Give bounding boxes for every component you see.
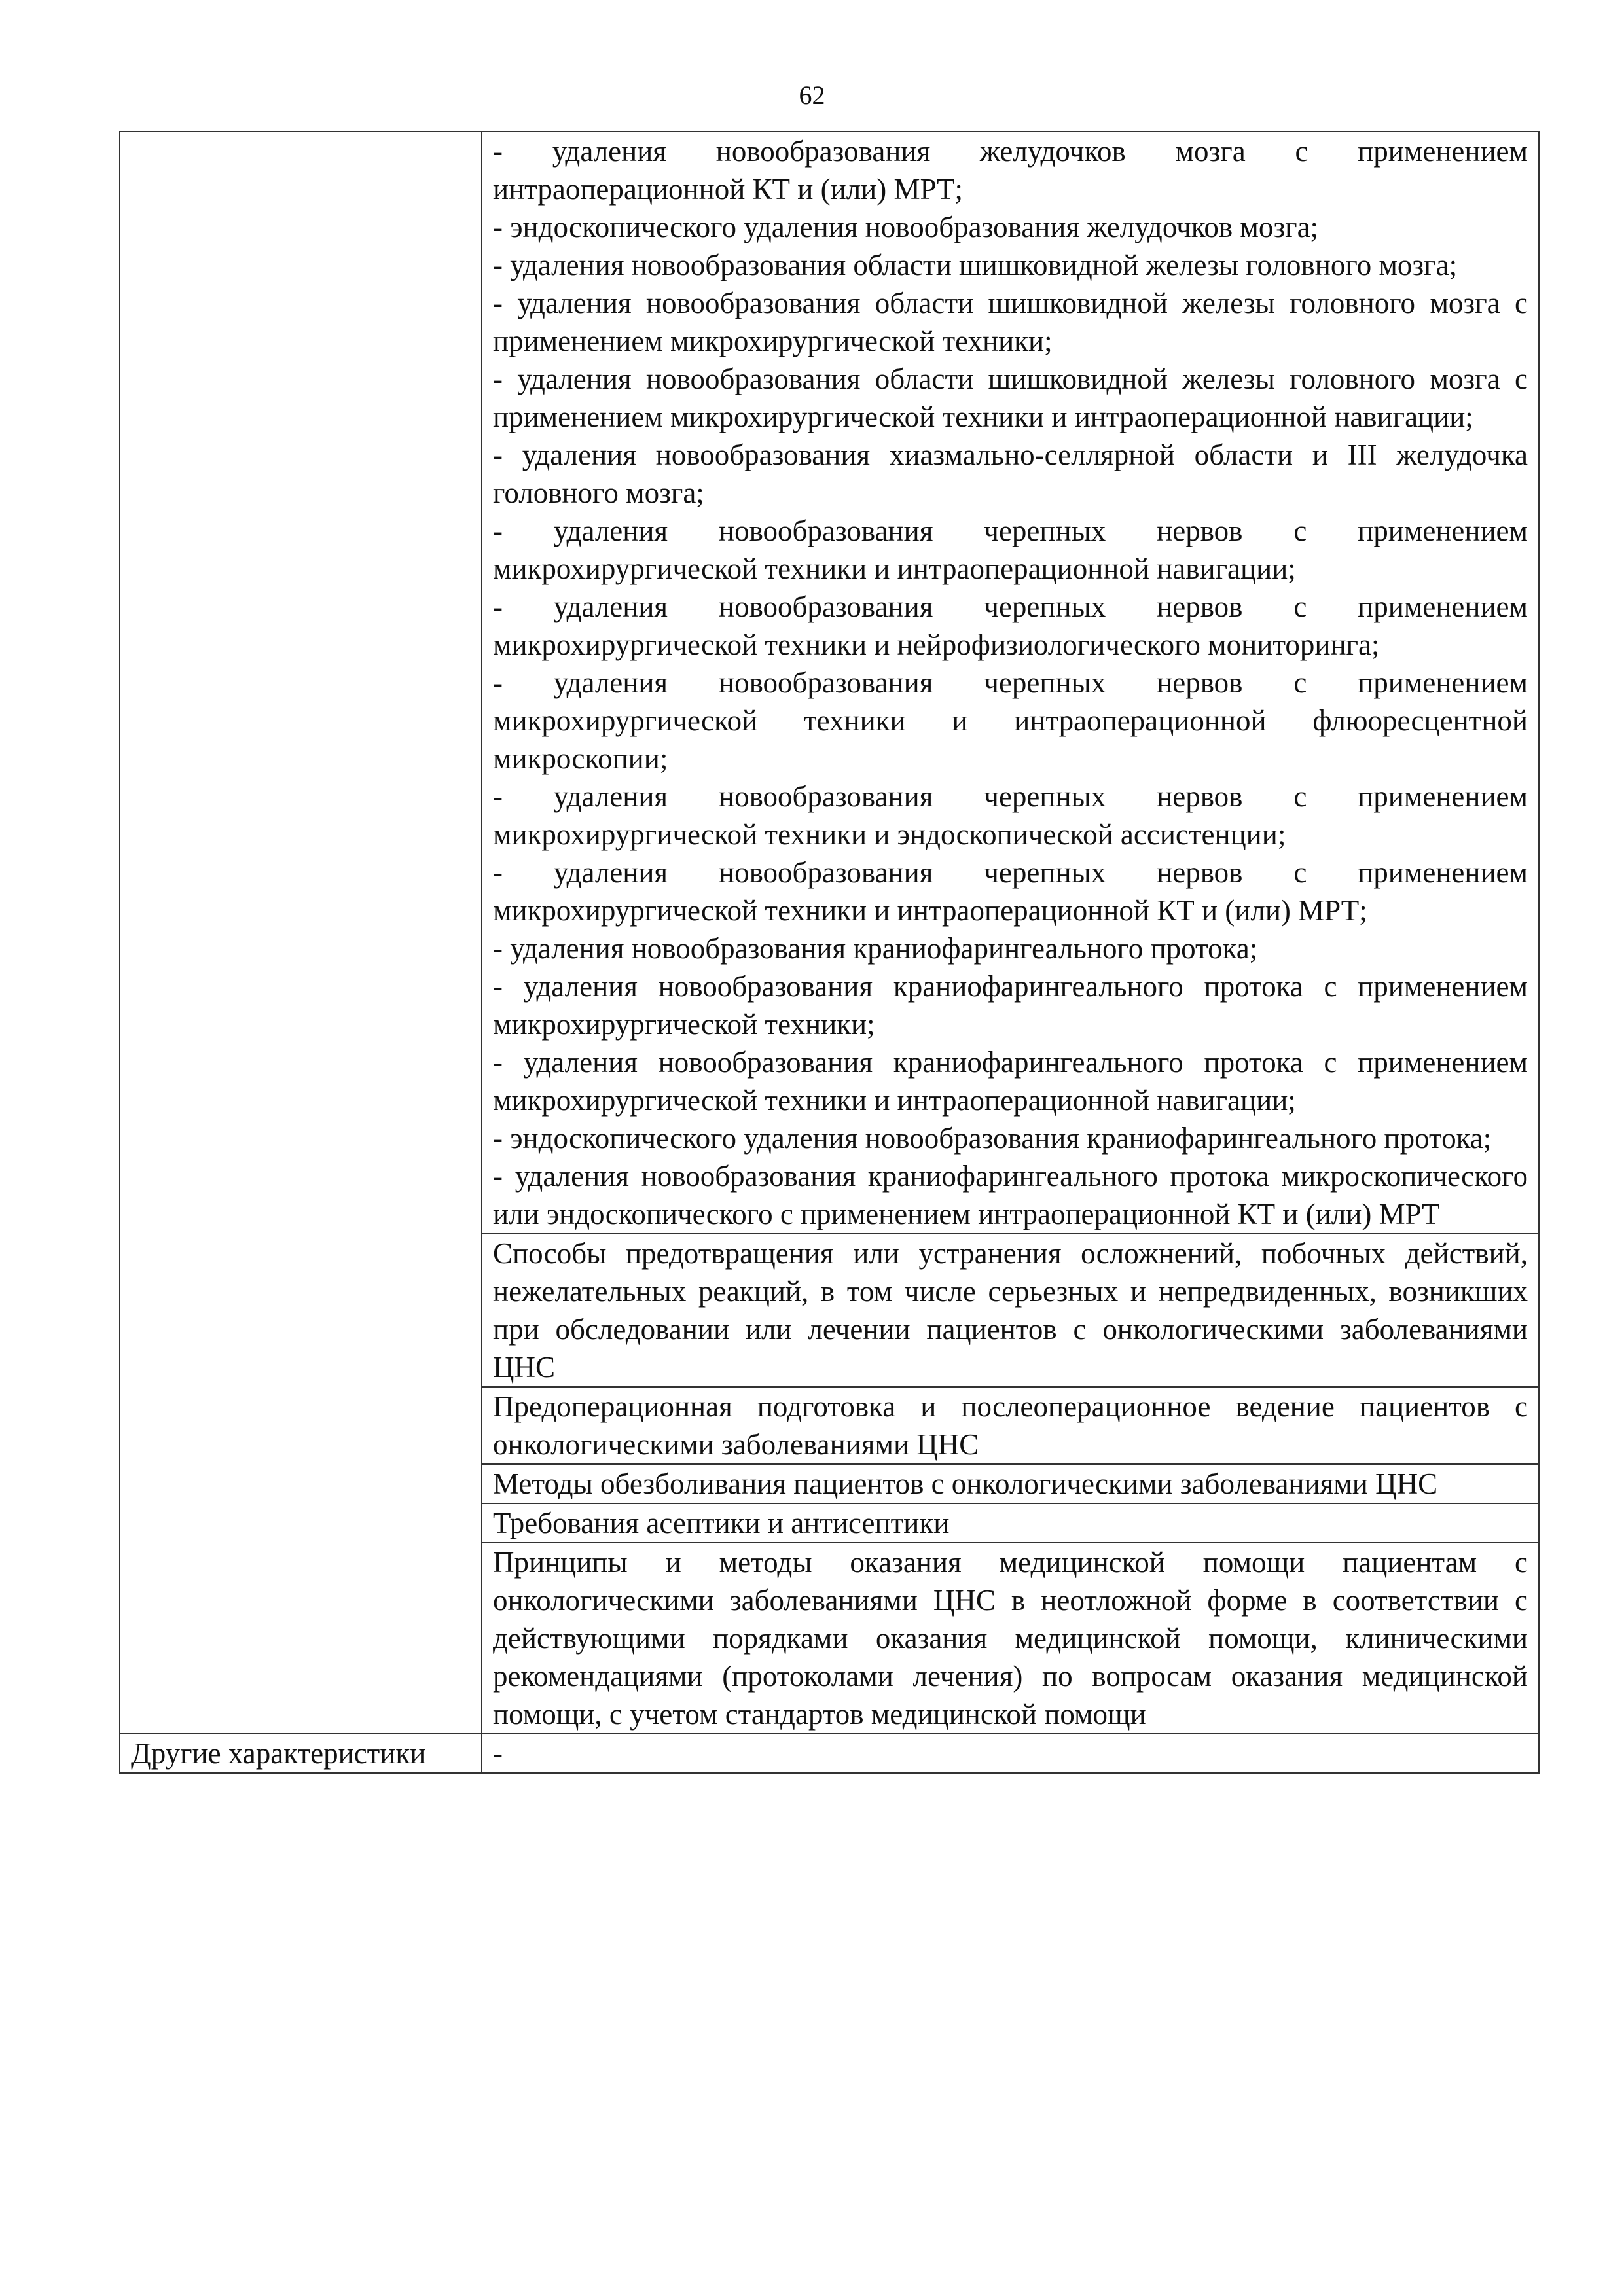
perioperative-cell: Предоперационная подготовка и послеоперационное ведение пациентов с онкологическими заболеваниями ЦНС [482,1387,1539,1464]
emergency-cell: Принципы и методы оказания медицинской помощи пациентам с онкологическими заболеваниями ЦНС в неотложной форме в соответствии с действующими порядками оказания медицинской помощи, клиническими рекомендациями (протоколами лечения) по вопросам оказания медицинской помощи, с учетом стандартов медицинской помощи [482,1543,1539,1734]
procedure-item: - удаления новообразования области шишковидной железы головного мозга; [493,249,1458,281]
procedure-item: - удаления новообразования области шишковидной железы головного мозга с применением микрохирургической техники; [493,287,1528,357]
procedure-item: - удаления новообразования краниофарингеального протока; [493,932,1258,965]
procedure-item: - удаления новообразования краниофарингеального протока с применением микрохирургической техники; [493,970,1528,1041]
table-row [120,1734,1539,1773]
procedure-item: - удаления новообразования хиазмально-селлярной области и III желудочка головного мозга; [493,439,1528,509]
procedure-item: - эндоскопического удаления новообразования краниофарингеального протока; [493,1122,1492,1155]
procedure-item: - удаления новообразования черепных нервов с применением микрохирургической техники и интраоперационной навигации; [493,514,1528,585]
asepsis-cell: Требования асептики и антисептики [482,1503,1539,1543]
procedures-cell [482,132,1539,1234]
procedure-item: - удаления новообразования черепных нервов с применением микрохирургической техники и эндоскопической ассистенции; [493,780,1528,851]
procedure-item: - удаления новообразования краниофарингеального протока с применением микрохирургической техники и интраоперационной навигации; [493,1046,1528,1117]
procedure-item: - удаления новообразования желудочков мозга с применением интраоперационной КТ и (или) МРТ; [493,135,1528,206]
other-characteristics-value: - [482,1734,1539,1773]
procedure-item: - удаления новообразования черепных нервов с применением микрохирургической техники и интраоперационной КТ и (или) МРТ; [493,856,1528,927]
anesthesia-cell: Методы обезболивания пациентов с онкологическими заболеваниями ЦНС [482,1464,1539,1503]
table-row [120,132,1539,1234]
page-number: 62 [799,81,825,110]
procedure-item: - удаления новообразования черепных нервов с применением микрохирургической техники и нейрофизиологического мониторинга; [493,590,1528,661]
procedure-item: - эндоскопического удаления новообразования желудочков мозга; [493,211,1319,243]
label-cell-empty [120,132,482,1734]
complications-cell: Способы предотвращения или устранения осложнений, побочных действий, нежелательных реакций, в том числе серьезных и непредвиденных, возникших при обследовании или лечении пациентов с онкологическими заболеваниями ЦНС [482,1234,1539,1387]
procedure-item: - удаления новообразования области шишковидной железы головного мозга с применением микрохирургической техники и интраоперационной навигации; [493,363,1528,433]
other-characteristics-label: Другие характеристики [120,1734,482,1773]
requirements-table [119,131,1540,1774]
procedure-item: - удаления новообразования черепных нервов с применением микрохирургической техники и интраоперационной флюоресцентной микроскопии; [493,666,1528,775]
procedure-item: - удаления новообразования краниофарингеального протока микроскопического или эндоскопического с применением интраоперационной КТ и (или) МРТ [493,1160,1528,1230]
